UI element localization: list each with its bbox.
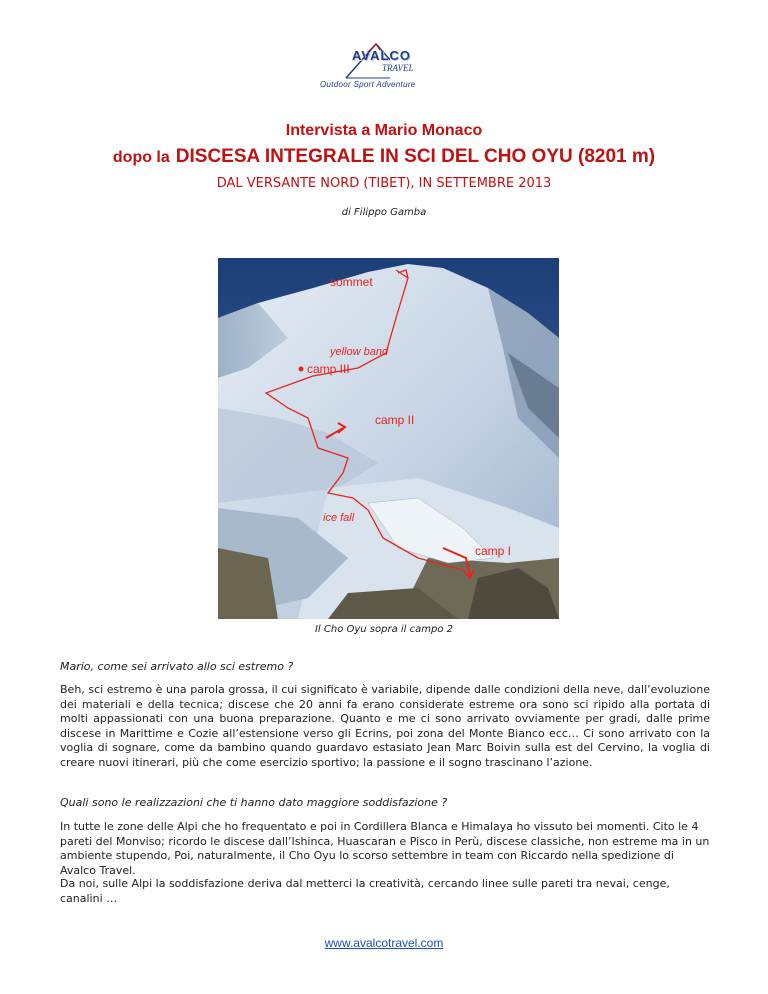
answer-1: Beh, sci estremo è una parola grossa, il cui significato è variabile, dipende dalle condizioni della neve, dall’evoluzione dei materiali e della tecnica; discese che 20 anni fa erano considerate estreme ora sono sci ripido alla portata di molti appassionati con una buona preparazione. Quanto e me ci sono arrivato ovviamente per gradi, dalle prime discese in Marittime e Cozie all’estensione verso gli Ecrins, poi zona del Monte Bianco ecc… Ci sono arrivato con la voglia di sognare, come da bambino quando guardavo estasiato Jean Marc Boivin sulla est del Cervino, la voglia di creare nuovi itinerari, più che come esercizio sportivo; la passione e il sogno trascinano l’azione. [60,683,710,769]
subtitle-prefix: dopo la [112,149,170,166]
byline: di Filippo Gamba [341,207,427,218]
page-subtitle [0,146,768,168]
logo-tagline: Outdoor Sport Adventure [320,80,416,89]
label-camp3: camp III [307,362,350,376]
avalco-logo [310,40,460,95]
cho-oyu-photo [218,258,559,619]
page-title: Intervista a Mario Monaco [285,122,483,139]
answer-3: Da noi, sulle Alpi la soddisfazione deriva dal metterci la creatività, cercando linee sulle pareti tra nevai, cenge, canalini … [60,877,670,905]
label-yellow-band: yellow band [330,346,389,358]
label-icefall: ice fall [323,512,355,524]
label-camp1: camp I [475,544,512,558]
subtitle-line: DAL VERSANTE NORD (TIBET), IN SETTEMBRE 2013 [216,176,552,191]
question-2: Quali sono le realizzazioni che ti hanno dato maggiore soddisfazione ? [60,796,448,809]
logo-sub: TRAVEL [382,63,414,73]
subtitle-main: DISCESA INTEGRALE IN SCI DEL CHO OYU (8201 m) [175,146,656,167]
footer-link[interactable]: www.avalcotravel.com [324,936,444,950]
question-1: Mario, come sei arrivato allo sci estremo ? [60,660,294,673]
logo-name: AVALCO [352,48,411,63]
label-sommet: sommet [330,275,373,289]
camp-marker [299,367,304,372]
answer-2: In tutte le zone delle Alpi che ho frequentato e poi in Cordillera Blanca e Himalaya ho vissuto bei momenti. Cito le 4 pareti del Monviso; ricordo le discese dall’Ishinca, Huascaran e Pisco in Perù, discese classiche, non estreme ma in un ambiente stupendo, Poi, naturalmente, il Cho Oyu lo scorso settembre in team con Riccardo nella spedizione di Avalco Travel. [60,820,710,877]
photo-caption: Il Cho Oyu sopra il campo 2 [314,624,454,635]
label-camp2: camp II [375,413,415,427]
